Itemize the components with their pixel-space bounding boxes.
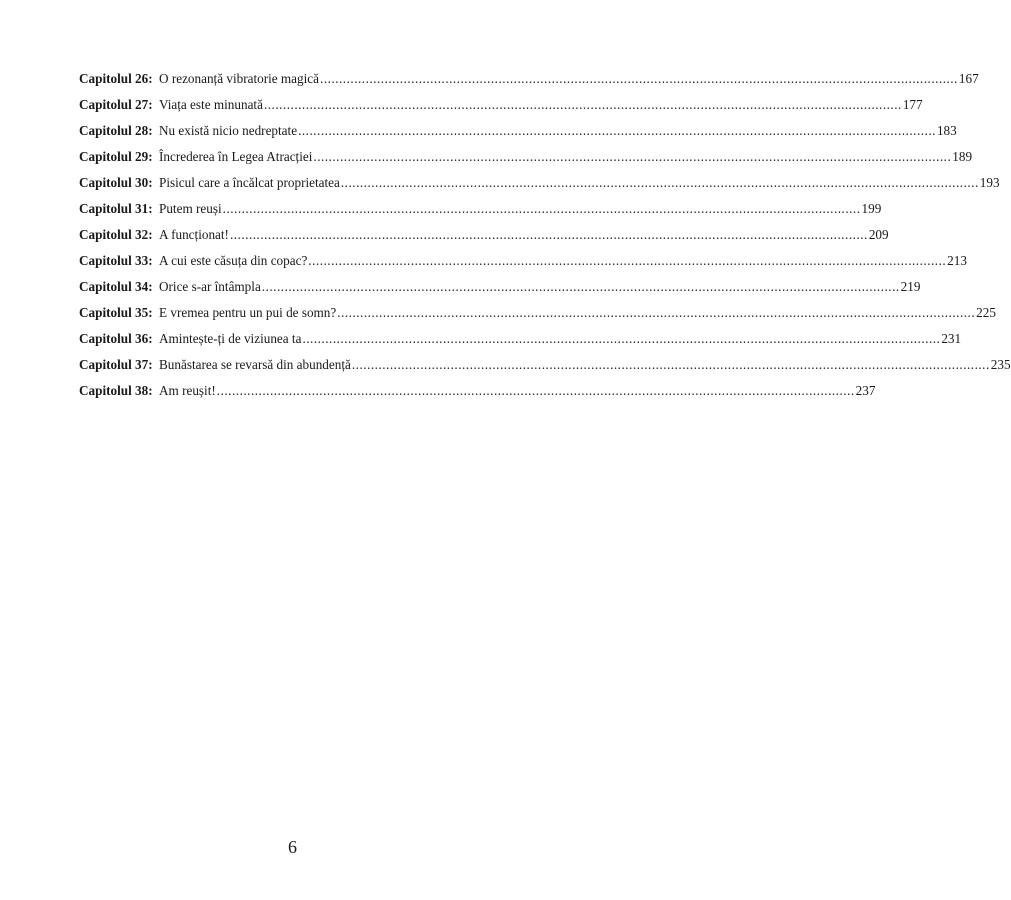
chapter-number: Capitolul 27: <box>79 97 153 112</box>
chapter-number: Capitolul 38: <box>79 383 153 398</box>
toc-entry <box>79 331 962 357</box>
chapter-title: Am reușit! <box>159 383 216 398</box>
toc-entry <box>79 383 876 409</box>
toc-entry <box>79 227 889 253</box>
chapter-number: Capitolul 30: <box>79 175 153 190</box>
chapter-title: O rezonanță vibratorie magică <box>159 71 320 86</box>
dot-leader <box>298 123 936 139</box>
chapter-title: Viața este minunată <box>159 97 263 112</box>
chapter-number: Capitolul 28: <box>79 123 153 138</box>
chapter-page-number: 167 <box>958 71 979 86</box>
chapter-page-number: 177 <box>902 97 923 112</box>
table-of-contents <box>79 71 1011 409</box>
chapter-page-number: 183 <box>936 123 957 138</box>
toc-entry <box>79 279 921 305</box>
chapter-title: Amintește-ți de viziunea ta <box>159 331 302 346</box>
chapter-number: Capitolul 36: <box>79 331 153 346</box>
chapter-page-number: 193 <box>979 175 1000 190</box>
toc-entry <box>79 97 923 123</box>
chapter-title: Putem reuși <box>159 201 222 216</box>
chapter-title: A funcționat! <box>159 227 229 242</box>
chapter-page-number: 189 <box>952 149 973 164</box>
dot-leader <box>352 357 990 373</box>
toc-entry <box>79 123 957 149</box>
dot-leader <box>337 305 975 321</box>
dot-leader <box>308 253 946 269</box>
chapter-page-number: 225 <box>976 305 996 320</box>
toc-entry <box>79 357 1011 383</box>
dot-leader <box>217 383 855 399</box>
dot-leader <box>264 97 902 113</box>
dot-leader <box>302 331 940 347</box>
chapter-number: Capitolul 37: <box>79 357 153 372</box>
chapter-page-number: 231 <box>941 331 962 346</box>
chapter-page-number: 235 <box>990 357 1011 372</box>
page-number: 6 <box>288 837 297 857</box>
chapter-number: Capitolul 26: <box>79 71 153 86</box>
chapter-title: Pisicul care a încălcat proprietatea <box>159 175 340 190</box>
chapter-number: Capitolul 32: <box>79 227 153 242</box>
chapter-page-number: 237 <box>855 383 876 398</box>
chapter-number: Capitolul 29: <box>79 149 153 164</box>
chapter-number: Capitolul 35: <box>79 305 153 320</box>
chapter-page-number: 213 <box>947 253 967 268</box>
dot-leader <box>262 279 900 295</box>
chapter-title: Orice s-ar întâmpla <box>159 279 261 294</box>
toc-entry <box>79 71 979 97</box>
dot-leader <box>223 201 861 217</box>
chapter-title: Bunăstarea se revarsă din abundență <box>159 357 351 372</box>
dot-leader <box>313 149 951 165</box>
toc-entry <box>79 201 882 227</box>
dot-leader <box>320 71 958 87</box>
chapter-page-number: 209 <box>868 227 889 242</box>
chapter-number: Capitolul 34: <box>79 279 153 294</box>
dot-leader <box>230 227 868 243</box>
chapter-number: Capitolul 31: <box>79 201 153 216</box>
chapter-title: Nu există nicio nedreptate <box>159 123 298 138</box>
chapter-title: A cui este căsuța din copac? <box>159 253 308 268</box>
chapter-title: Încrederea în Legea Atracției <box>159 149 313 164</box>
chapter-number: Capitolul 33: <box>79 253 153 268</box>
chapter-title: E vremea pentru un pui de somn? <box>159 305 337 320</box>
dot-leader <box>341 175 979 191</box>
chapter-page-number: 219 <box>900 279 921 294</box>
toc-entry <box>79 253 967 279</box>
toc-entry <box>79 175 1000 201</box>
toc-entry <box>79 305 996 331</box>
toc-entry <box>79 149 973 175</box>
chapter-page-number: 199 <box>861 201 882 216</box>
